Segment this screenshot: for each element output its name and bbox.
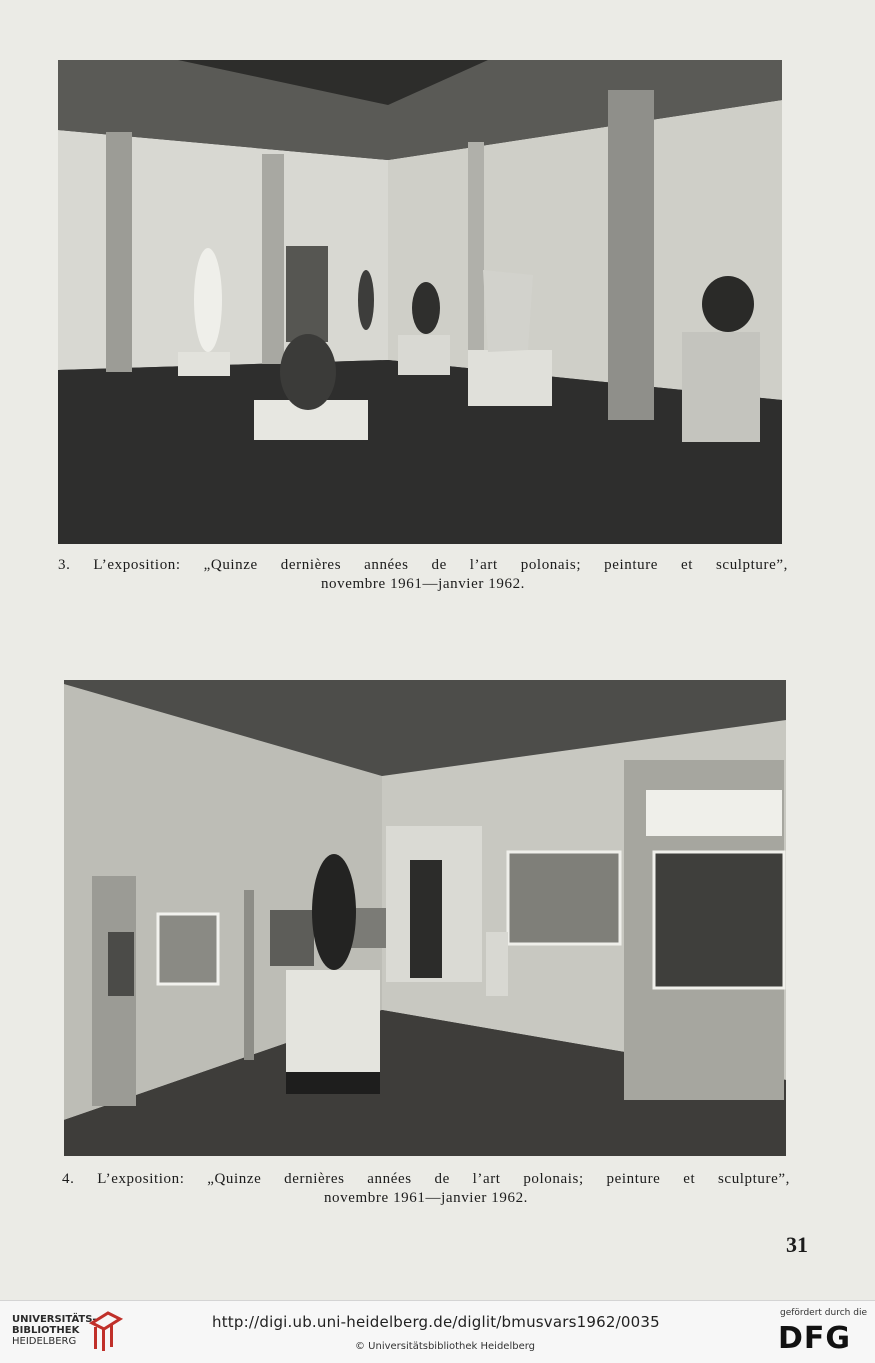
page-number: 31	[786, 1232, 808, 1257]
library-logo-icon	[88, 1309, 124, 1353]
gallery-hall-sculptures-image	[58, 60, 782, 544]
document-url-link[interactable]: http://digi.ub.uni-heidelberg.de/diglit/bmusvars1962/0035	[212, 1313, 660, 1331]
photo-3-caption	[58, 556, 788, 594]
library-name-line-1: UNIVERSITÄTS-	[12, 1314, 97, 1325]
funder-label: gefördert durch die	[780, 1308, 867, 1318]
gallery-room-paintings-image	[64, 680, 786, 1156]
library-name-line-2: BIBLIOTHEK	[12, 1325, 80, 1336]
library-footer	[0, 1300, 875, 1363]
photo-4-caption	[62, 1170, 790, 1208]
library-name-line-3: HEIDELBERG	[12, 1336, 77, 1347]
exhibition-photo-4	[64, 680, 786, 1156]
caption-line-1: 4. L’exposition: „Quinze dernières années de l’art polonais; peinture et sculpture”,	[62, 1171, 790, 1187]
library-name	[12, 1314, 97, 1347]
caption-line-2: novembre 1961—janvier 1962.	[323, 1190, 529, 1206]
caption-line-2: novembre 1961—janvier 1962.	[320, 576, 526, 592]
copyright-notice: © Universitätsbibliothek Heidelberg	[355, 1341, 536, 1352]
caption-line-1: 3. L’exposition: „Quinze dernières années de l’art polonais; peinture et sculpture”,	[58, 557, 788, 573]
dfg-logo: DFG	[778, 1321, 852, 1356]
exhibition-photo-3	[58, 60, 782, 544]
